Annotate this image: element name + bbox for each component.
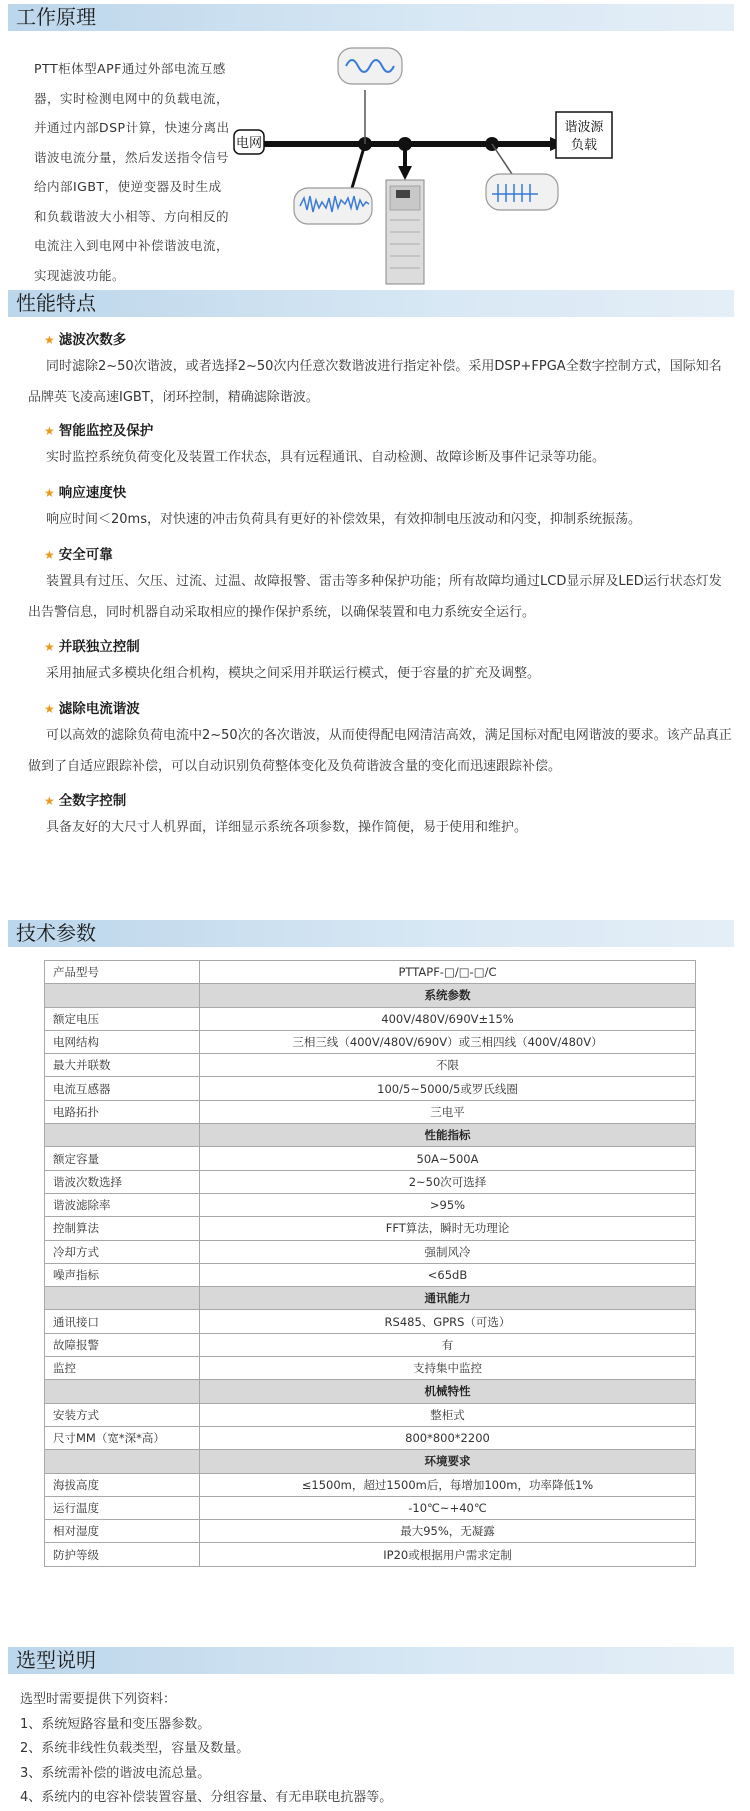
table-row: [45, 961, 696, 984]
star-icon: ★: [44, 794, 55, 808]
group-label: 环境要求: [200, 1450, 696, 1473]
feature-item: [28, 698, 732, 782]
feature-title: [28, 420, 732, 442]
feature-title-text: 滤除电流谐波: [58, 701, 140, 717]
param-key: 冷却方式: [45, 1240, 200, 1263]
param-value: 整柜式: [200, 1403, 696, 1426]
param-key: 防护等级: [45, 1543, 200, 1566]
feature-item: [28, 636, 732, 689]
table-group-row: [45, 1287, 696, 1310]
param-value: 最大95%，无凝露: [200, 1520, 696, 1543]
feature-title: [28, 636, 732, 658]
feature-title-text: 安全可靠: [58, 547, 113, 563]
feature-item: [28, 329, 732, 413]
table-group-row: [45, 984, 696, 1007]
param-value: 强制风冷: [200, 1240, 696, 1263]
table-row: [45, 1007, 696, 1030]
param-key: 电网结构: [45, 1030, 200, 1053]
feature-title: [28, 329, 732, 351]
table-row: [45, 1240, 696, 1263]
group-label: 系统参数: [200, 984, 696, 1007]
group-label: 机械特性: [200, 1380, 696, 1403]
selection-item: 2、系统非线性负载类型，容量及数量。: [20, 1741, 250, 1756]
group-spacer: [45, 1450, 200, 1473]
table-row: [45, 1357, 696, 1380]
table-group-row: [45, 1124, 696, 1147]
param-value: PTTAPF-□/□-□/C: [200, 961, 696, 984]
group-label: 通讯能力: [200, 1287, 696, 1310]
feature-body: 可以高效的滤除负荷电流中2~50次的各次谐波，从而使得配电网清洁高效，满足国标对配电网谐波的要求。该产品真正做到了自适应跟踪补偿，可以自动识别负荷整体变化及负荷谐波含量的变化而迅速跟踪补偿。: [28, 728, 732, 774]
group-spacer: [45, 1287, 200, 1310]
star-icon: ★: [44, 486, 55, 500]
group-label: 性能指标: [200, 1124, 696, 1147]
param-key: 额定电压: [45, 1007, 200, 1030]
table-row: [45, 1333, 696, 1356]
feature-item: [28, 544, 732, 628]
param-value: RS485、GPRS（可选）: [200, 1310, 696, 1333]
feature-body: 采用抽屉式多模块化组合机构，模块之间采用并联运行模式，便于容量的扩充及调整。: [46, 666, 541, 681]
param-value: >95%: [200, 1193, 696, 1216]
group-spacer: [45, 1380, 200, 1403]
table-row: [45, 1054, 696, 1077]
param-value: 支持集中监控: [200, 1357, 696, 1380]
grid-label: 电网: [235, 136, 263, 151]
feature-title-text: 并联独立控制: [58, 639, 140, 655]
table-row: [45, 1147, 696, 1170]
table-group-row: [45, 1450, 696, 1473]
selection-item: 1、系统短路容量和变压器参数。: [20, 1716, 211, 1732]
param-key: 相对湿度: [45, 1520, 200, 1543]
table-row: [45, 1100, 696, 1123]
param-key: 尺寸MM（宽*深*高）: [45, 1426, 200, 1449]
load-label-1: 谐波源: [564, 120, 604, 135]
param-key: 谐波次数选择: [45, 1170, 200, 1193]
feature-title: [28, 790, 732, 812]
param-value: 50A~500A: [200, 1147, 696, 1170]
section-title-principle: 工作原理: [8, 4, 734, 31]
load-label-2: 负载: [570, 138, 598, 153]
param-key: 通讯接口: [45, 1310, 200, 1333]
table-row: [45, 1170, 696, 1193]
param-value: 800*800*2200: [200, 1426, 696, 1449]
table-row: [45, 1496, 696, 1519]
param-value: 有: [200, 1333, 696, 1356]
section-title-selection: 选型说明: [8, 1647, 734, 1674]
table-row: [45, 1520, 696, 1543]
feature-body: 装置具有过压、欠压、过流、过温、故障报警、雷击等多种保护功能；所有故障均通过LCD显示屏及LED运行状态灯发出告警信息，同时机器自动采取相应的操作保护系统，以确保装置和电力系统安全运行。: [28, 574, 722, 620]
feature-title: [28, 482, 732, 504]
param-value: <65dB: [200, 1263, 696, 1286]
star-icon: ★: [44, 424, 55, 438]
param-key: 故障报警: [45, 1333, 200, 1356]
table-row: [45, 1310, 696, 1333]
feature-item: [28, 482, 732, 535]
feature-body: 响应时间＜20ms，对快速的冲击负荷具有更好的补偿效果，有效抑制电压波动和闪变，抑制系统振荡。: [46, 512, 641, 527]
selection-list: [20, 1688, 392, 1811]
star-icon: ★: [44, 548, 55, 562]
param-value: 三电平: [200, 1100, 696, 1123]
param-value: 2~50次可选择: [200, 1170, 696, 1193]
feature-body: 具备友好的大尺寸人机界面，详细显示系统各项参数，操作简便，易于使用和维护。: [46, 820, 528, 835]
feature-title: [28, 698, 732, 720]
group-spacer: [45, 984, 200, 1007]
feature-title-text: 全数字控制: [58, 793, 127, 809]
param-key: 运行温度: [45, 1496, 200, 1519]
parameter-table: [44, 960, 696, 1567]
selection-item: 4、系统内的电容补偿装置容量、分组容量、有无串联电抗器等。: [20, 1790, 393, 1805]
apf-principle-diagram: [235, 48, 720, 286]
star-icon: ★: [44, 640, 55, 654]
param-key: 监控: [45, 1357, 200, 1380]
star-icon: ★: [44, 333, 55, 347]
feature-body: 同时滤除2~50次谐波，或者选择2~50次内任意次数谐波进行指定补偿。采用DSP+FPGA全数字控制方式，国际知名品牌英飞凌高速IGBT，闭环控制，精确滤除谐波。: [28, 359, 722, 405]
section-title-features: 性能特点: [8, 290, 734, 317]
param-key: 安装方式: [45, 1403, 200, 1426]
feature-body: 实时监控系统负荷变化及装置工作状态，具有远程通讯、自动检测、故障诊断及事件记录等功能。: [46, 450, 606, 465]
param-value: -10℃~+40℃: [200, 1496, 696, 1519]
param-key: 谐波滤除率: [45, 1193, 200, 1216]
principle-text: PTT柜体型APF通过外部电流互感器，实时检测电网中的负载电流，并通过内部DSP计算，快速分离出谐波电流分量，然后发送指令信号给内部IGBT，使逆变器及时生成和负载谐波大小相等、方向相反的电流注入到电网中补偿谐波电流，实现滤波功能。: [34, 61, 230, 283]
param-value: 100/5~5000/5或罗氏线圈: [200, 1077, 696, 1100]
table-row: [45, 1403, 696, 1426]
table-row: [45, 1030, 696, 1053]
feature-item: [28, 790, 732, 843]
param-key: 额定容量: [45, 1147, 200, 1170]
param-value: 三相三线（400V/480V/690V）或三相四线（400V/480V）: [200, 1030, 696, 1053]
feature-title-text: 智能监控及保护: [58, 423, 154, 439]
table-row: [45, 1217, 696, 1240]
param-key: 控制算法: [45, 1217, 200, 1240]
param-value: ≤1500m，超过1500m后，每增加100m，功率降低1%: [200, 1473, 696, 1496]
param-key: 最大并联数: [45, 1054, 200, 1077]
table-row: [45, 1077, 696, 1100]
param-value: FFT算法，瞬时无功理论: [200, 1217, 696, 1240]
section-title-params: 技术参数: [8, 920, 734, 947]
diagram-svg: [235, 48, 720, 286]
table-group-row: [45, 1380, 696, 1403]
param-value: 不限: [200, 1054, 696, 1077]
feature-item: [28, 420, 732, 473]
table-row: [45, 1263, 696, 1286]
param-key: 噪声指标: [45, 1263, 200, 1286]
table-row: [45, 1473, 696, 1496]
selection-item: 3、系统需补偿的谐波电流总量。: [20, 1765, 211, 1781]
param-key: 电路拓扑: [45, 1100, 200, 1123]
table-row: [45, 1193, 696, 1216]
feature-title-text: 滤波次数多: [58, 332, 127, 348]
param-key: 电流互感器: [45, 1077, 200, 1100]
feature-title: [28, 544, 732, 566]
param-key: 海拔高度: [45, 1473, 200, 1496]
table-row: [45, 1543, 696, 1566]
star-icon: ★: [44, 702, 55, 716]
group-spacer: [45, 1124, 200, 1147]
selection-intro: 选型时需要提供下列资料：: [20, 1692, 177, 1707]
table-row: [45, 1426, 696, 1449]
param-value: IP20或根据用户需求定制: [200, 1543, 696, 1566]
feature-title-text: 响应速度快: [58, 485, 127, 501]
param-value: 400V/480V/690V±15%: [200, 1007, 696, 1030]
param-key: 产品型号: [45, 961, 200, 984]
